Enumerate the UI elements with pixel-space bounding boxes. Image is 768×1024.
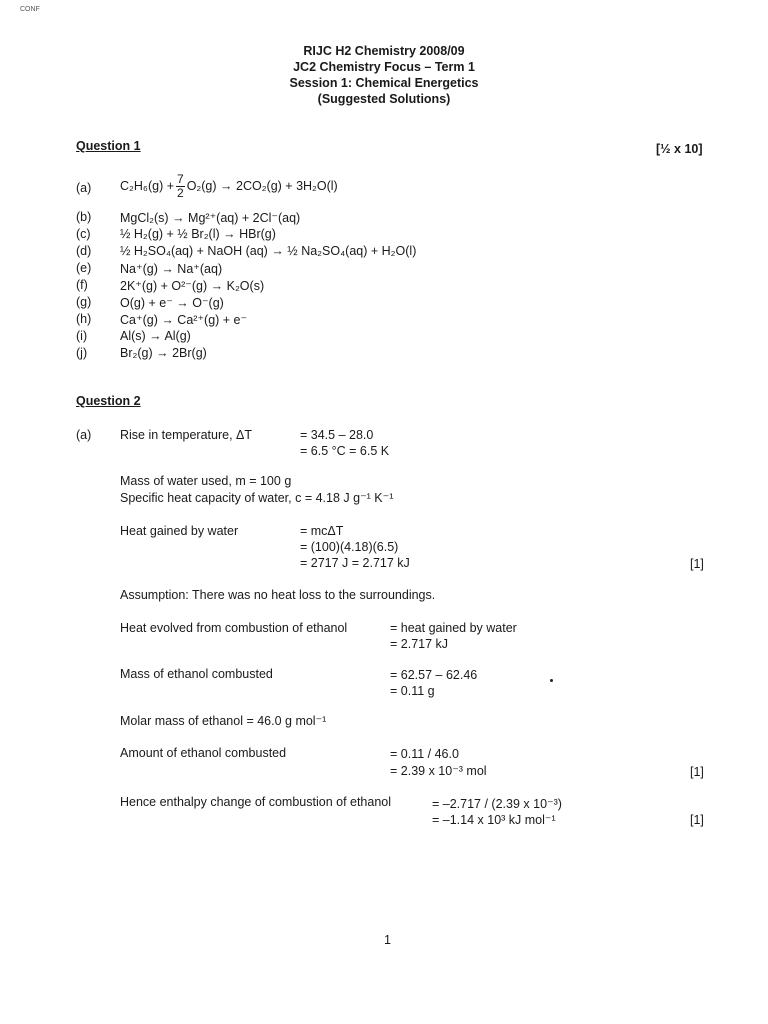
q2-evolved-line-2: = 2.717 kJ [390,637,449,651]
q2-amount-line-1: = 0.11 / 46.0 [390,747,459,761]
q1-label-b: (b) [76,210,92,224]
q2-mass-ethanol-line-2: = 0.11 g [390,684,435,698]
q2-mass-water: Mass of water used, m = 100 g [120,474,292,488]
q1-label-f: (f) [76,278,88,292]
q2-evolved-label: Heat evolved from combustion of ethanol [120,621,348,635]
header-line-1: RIJC H2 Chemistry 2008/09 [303,44,465,58]
q1-label-g: (g) [76,295,92,309]
q1-label-e: (e) [76,261,92,275]
q2-amount-line-2: = 2.39 x 10⁻³ mol [390,764,487,778]
q1-label-a: (a) [76,181,92,195]
q1-a-post: O₂(g) → 2CO₂(g) + 3H₂O(l) [186,179,338,193]
q2-heat-line-1: = mcΔT [300,524,344,538]
q1-equation-h: Ca⁺(g) → Ca²⁺(g) + e⁻ [120,313,248,327]
q2-rise-line-2: = 6.5 °C = 6.5 K [300,444,390,458]
q1-equation-a [120,166,338,206]
q1-equation-j: Br₂(g) → 2Br(g) [120,346,207,360]
question2-title: Question 2 [76,394,141,408]
q1-a-pre: C₂H₆(g) + [120,179,174,193]
q1-label-j: (j) [76,346,88,360]
q2-mass-ethanol-label: Mass of ethanol combusted [120,667,273,681]
q1-label-h: (h) [76,312,92,326]
q2-amount-label: Amount of ethanol combusted [120,746,287,760]
q1-label-c: (c) [76,227,91,241]
q2-part-label-a: (a) [76,428,92,442]
q1-equation-i: Al(s) → Al(g) [120,329,191,343]
q2-hence-line-2: = –1.14 x 10³ kJ mol⁻¹ [432,813,556,827]
page-number: 1 [384,933,391,947]
q2-heat-line-2: = (100)(4.18)(6.5) [300,540,399,554]
q2-molar-mass: Molar mass of ethanol = 46.0 g mol⁻¹ [120,714,327,728]
q1-equation-c: ½ H₂(g) + ½ Br₂(l) → HBr(g) [120,227,276,241]
q1-equation-e: Na⁺(g) → Na⁺(aq) [120,262,223,276]
fraction-denominator: 2 [177,185,184,200]
q2-mark-1: [1] [690,557,704,571]
q2-heat-line-3: = 2717 J = 2.717 kJ [300,556,410,570]
fraction-numerator: 7 [177,171,184,186]
question1-title: Question 1 [76,139,141,153]
q1-label-i: (i) [76,329,88,343]
header-line-2: JC2 Chemistry Focus – Term 1 [293,60,475,74]
fraction-seven-halves [176,173,185,200]
stray-dot-mark [550,679,553,682]
header-line-4: (Suggested Solutions) [317,92,451,106]
q1-equation-d: ½ H₂SO₄(aq) + NaOH (aq) → ½ Na₂SO₄(aq) + H₂O(l) [120,244,417,258]
q2-heat-label: Heat gained by water [120,524,239,538]
q1-equation-b: MgCl₂(s) → Mg²⁺(aq) + 2Cl⁻(aq) [120,211,301,225]
question1-marks: [½ x 10] [656,142,703,156]
q2-hence-line-1: = –2.717 / (2.39 x 10⁻³) [432,797,562,811]
q2-mass-ethanol-line-1: = 62.57 – 62.46 [390,668,478,682]
q2-specific-heat: Specific heat capacity of water, c = 4.18 J g⁻¹ K⁻¹ [120,491,394,505]
q1-equation-g: O(g) + e⁻ → O⁻(g) [120,296,224,310]
q2-hence-label: Hence enthalpy change of combustion of ethanol [120,795,392,809]
q1-equation-f: 2K⁺(g) + O²⁻(g) → K₂O(s) [120,279,265,293]
q2-assumption: Assumption: There was no heat loss to the surroundings. [120,588,436,602]
q2-mark-2: [1] [690,765,704,779]
q1-label-d: (d) [76,244,92,258]
header-line-3: Session 1: Chemical Energetics [289,76,479,90]
q2-mark-3: [1] [690,813,704,827]
q2-rise-label: Rise in temperature, ΔT [120,428,253,442]
q2-rise-line-1: = 34.5 – 28.0 [300,428,374,442]
q2-evolved-line-1: = heat gained by water [390,621,517,635]
corner-mark: CONF [20,6,40,13]
